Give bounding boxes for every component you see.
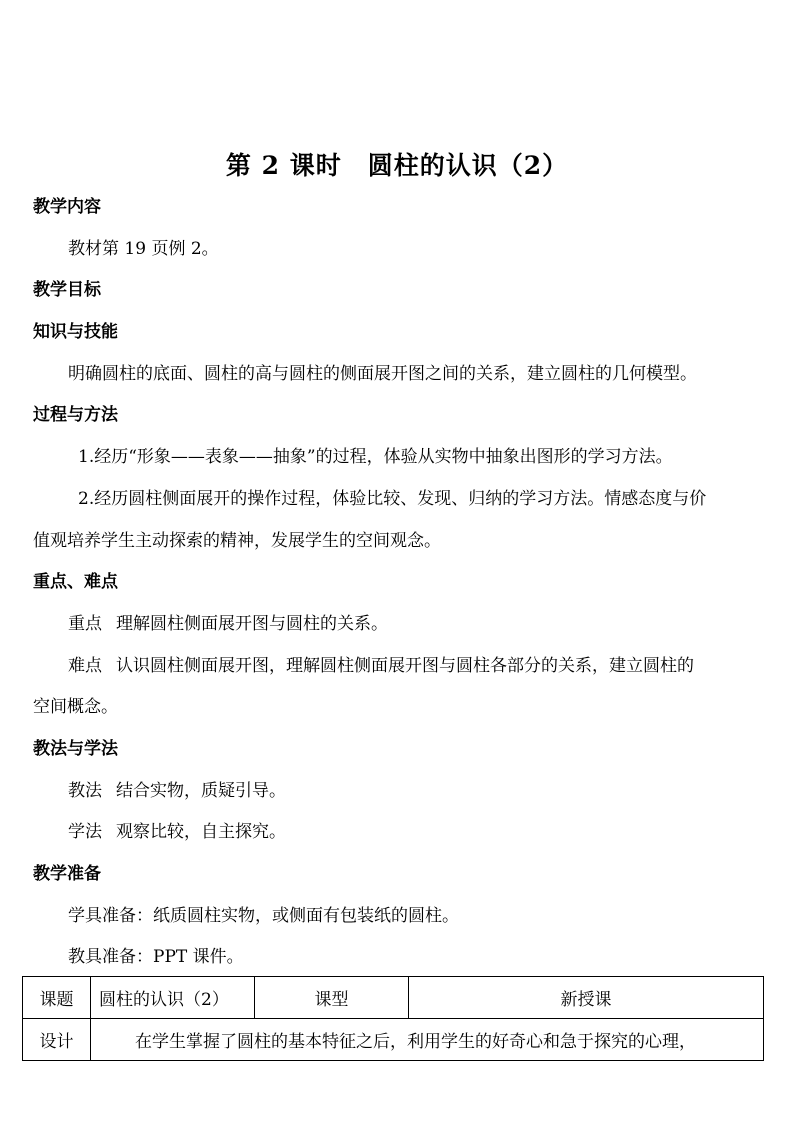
teach-label: 教法 [68, 781, 102, 801]
goals-heading: 教学目标 [33, 280, 101, 300]
process-item-2: 2.经历圆柱侧面展开的操作过程，体验比较、发现、归纳的学习方法。情感态度与价 [78, 489, 707, 509]
learn-label: 学法 [68, 822, 102, 842]
learn-method [68, 820, 286, 844]
key-point [68, 612, 388, 636]
method-heading: 教法与学法 [33, 739, 118, 759]
lesson-table [22, 976, 764, 1061]
key-heading: 重点、难点 [33, 572, 118, 592]
topic-value-cell: 圆柱的认识（2） [91, 977, 255, 1019]
table-row [23, 1019, 764, 1061]
process-heading: 过程与方法 [33, 405, 118, 425]
knowledge-heading: 知识与技能 [33, 322, 118, 342]
content-text: 教材第 19 页例 2。 [68, 239, 219, 259]
type-label-cell: 课型 [255, 977, 409, 1019]
process-item-1: 1.经历“形象——表象——抽象”的过程，体验从实物中抽象出图形的学习方法。 [78, 447, 673, 467]
difficulty-label: 难点 [68, 656, 102, 676]
learn-text: 观察比较，自主探究。 [116, 822, 286, 842]
difficulty-point [68, 654, 694, 678]
topic-label-cell: 课题 [23, 977, 91, 1019]
design-text-cell: 在学生掌握了圆柱的基本特征之后，利用学生的好奇心和急于探究的心理， [91, 1019, 764, 1061]
page-title: 第 2 课时 圆柱的认识（2） [225, 151, 569, 180]
difficulty-text: 认识圆柱侧面展开图，理解圆柱侧面展开图与圆柱各部分的关系，建立圆柱的 [116, 656, 694, 676]
key-label: 重点 [68, 614, 102, 634]
teach-method [68, 779, 286, 803]
teach-text: 结合实物，质疑引导。 [116, 781, 286, 801]
student-prep: 学具准备：纸质圆柱实物，或侧面有包装纸的圆柱。 [68, 906, 459, 926]
content-heading: 教学内容 [33, 197, 101, 217]
design-label-cell: 设计 [23, 1019, 91, 1061]
process-item-2-continued: 值观培养学生主动探索的精神，发展学生的空间观念。 [33, 531, 441, 551]
difficulty-text-continued: 空间概念。 [33, 697, 118, 717]
prep-heading: 教学准备 [33, 864, 101, 884]
key-text: 理解圆柱侧面展开图与圆柱的关系。 [116, 614, 388, 634]
knowledge-text: 明确圆柱的底面、圆柱的高与圆柱的侧面展开图之间的关系，建立圆柱的几何模型。 [68, 364, 697, 384]
teacher-prep: 教具准备：PPT 课件。 [68, 947, 244, 967]
table-row [23, 977, 764, 1019]
type-value-cell: 新授课 [409, 977, 764, 1019]
